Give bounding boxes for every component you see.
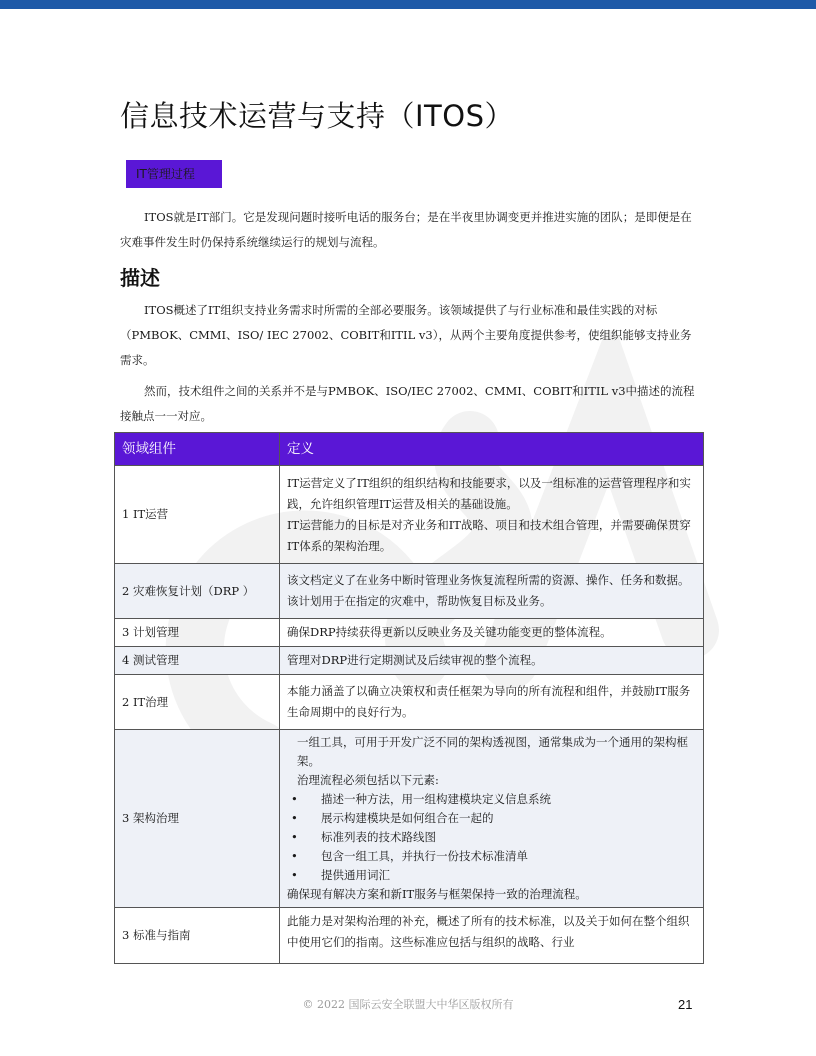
table-row [115,675,704,730]
definition-cell: 该文档定义了在业务中断时管理业务恢复流程所需的资源、操作、任务和数据。该计划用于在指定的灾难中，帮助恢复目标及业务。 [280,564,704,619]
definition-text: IT运营定义了IT组织的组织结构和技能要求，以及一组标准的运营管理程序和实践，允许组织管理IT运营及相关的基础设施。 [287,475,691,511]
component-cell: 1 IT运营 [115,466,280,564]
list-item: • 包含一组工具，并执行一份技术标准清单 [305,847,696,866]
header-definition: 定义 [280,433,704,466]
header-component: 领域组件 [115,433,280,466]
copyright-footer: © 2022 国际云安全联盟大中华区版权所有 [302,998,514,1011]
definition-cell: 此能力是对架构治理的补充，概述了所有的技术标准，以及关于如何在整个组织中使用它们的指南。这些标准应包括与组织的战略、行业 [280,908,704,964]
table-row [115,619,704,647]
definition-cell: 本能力涵盖了以确立决策权和责任框架为导向的所有流程和组件，并鼓励IT服务生命周期中的良好行为。 [280,675,704,730]
table-header-row [115,433,704,466]
table-row [115,466,704,564]
component-cell: 2 灾难恢复计划（DRP ） [115,564,280,619]
definition-cell [280,730,704,908]
section-heading: 描述 [120,266,160,290]
definition-lead-2: 治理流程必须包括以下元素: [297,773,439,787]
component-cell: 3 架构治理 [115,730,280,908]
description-paragraph-2: 然而，技术组件之间的关系并不是与PMBOK、ISO/IEC 27002、CMMI、COBIT和ITIL v3中描述的流程接触点一一对应。 [120,384,695,423]
page-number: 21 [678,997,693,1012]
table-row [115,647,704,675]
table-row [115,730,704,908]
component-cell: 2 IT治理 [115,675,280,730]
intro-paragraph: ITOS就是IT部门。它是发现问题时接听电话的服务台；是在半夜里协调变更并推进实施的团队；是即便是在灾难事件发生时仍保持系统继续运行的规划与流程。 [120,210,692,249]
definition-text: IT运营能力的目标是对齐业务和IT战略、项目和技术组合管理，并需要确保贯穿IT体系的架构治理。 [287,517,691,553]
definition-tail: 确保现有解决方案和新IT服务与框架保持一致的治理流程。 [287,887,587,901]
section-tag: IT管理过程 [126,160,222,188]
page-title: 信息技术运营与支持（ITOS） [120,99,515,133]
definition-lead: 一组工具，可用于开发广泛不同的架构透视图，通常集成为一个通用的架构框架。 [297,735,688,768]
component-cell: 3 标准与指南 [115,908,280,964]
table-row [115,908,704,964]
list-item: • 标准列表的技术路线图 [305,828,696,847]
top-accent-bar [0,0,816,9]
component-cell: 4 测试管理 [115,647,280,675]
definition-cell: 确保DRP持续获得更新以反映业务及关键功能变更的整体流程。 [280,619,704,647]
table-row [115,564,704,619]
list-item: • 提供通用词汇 [305,866,696,885]
list-item: • 描述一种方法，用一组构建模块定义信息系统 [305,790,696,809]
list-item: • 展示构建模块是如何组合在一起的 [305,809,696,828]
element-list [287,790,696,885]
definition-cell [280,466,704,564]
component-cell: 3 计划管理 [115,619,280,647]
domain-component-table [114,432,704,964]
description-paragraph-1: ITOS概述了IT组织支持业务需求时所需的全部必要服务。该领域提供了与行业标准和最佳实践的对标（PMBOK、CMMI、ISO/ IEC 27002、COBIT和ITIL v3），从两个主要角度提供参考，使组织能够支持业务需求。 [120,303,692,367]
definition-cell: 管理对DRP进行定期测试及后续审视的整个流程。 [280,647,704,675]
